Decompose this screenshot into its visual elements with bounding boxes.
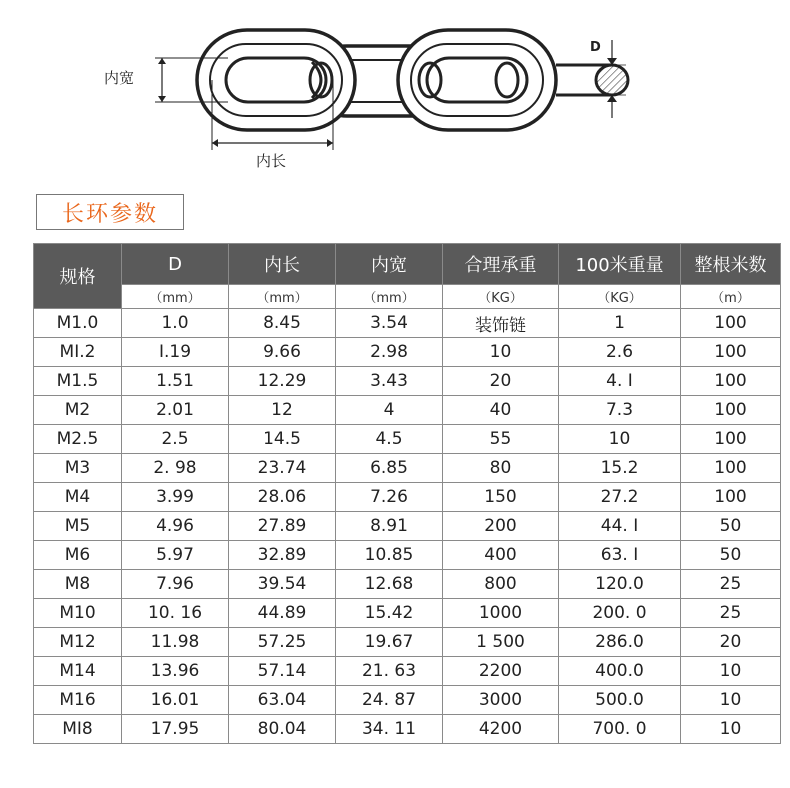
cell-load: 200 [443, 512, 559, 541]
table-row [34, 338, 781, 367]
header-model: 规格 [34, 244, 122, 309]
table-row [34, 512, 781, 541]
cell-d: 13.96 [122, 657, 229, 686]
chain-illustration [0, 0, 790, 190]
cell-weight: 63. I [559, 541, 681, 570]
cell-inner-width: 10.85 [336, 541, 443, 570]
cell-length: 25 [681, 599, 781, 628]
cell-model: M14 [34, 657, 122, 686]
cell-model: M10 [34, 599, 122, 628]
unit-inner-length: （mm） [229, 285, 336, 309]
cell-load: 40 [443, 396, 559, 425]
cell-model: M12 [34, 628, 122, 657]
cell-weight: 27.2 [559, 483, 681, 512]
cell-weight: 400.0 [559, 657, 681, 686]
cell-weight: 4. I [559, 367, 681, 396]
cell-inner-width: 34. 11 [336, 715, 443, 744]
table-row [34, 657, 781, 686]
end-bar [556, 65, 628, 95]
cell-d: I.19 [122, 338, 229, 367]
header-weight: 100米重量 [559, 244, 681, 285]
cell-length: 100 [681, 425, 781, 454]
cell-load: 400 [443, 541, 559, 570]
cell-load: 3000 [443, 686, 559, 715]
unit-row [34, 285, 781, 309]
cell-weight: 500.0 [559, 686, 681, 715]
cell-length: 20 [681, 628, 781, 657]
cell-inner-length: 63.04 [229, 686, 336, 715]
cell-length: 25 [681, 570, 781, 599]
unit-load: （KG） [443, 285, 559, 309]
cell-inner-width: 3.54 [336, 309, 443, 338]
cell-length: 100 [681, 309, 781, 338]
chain-diagram [0, 0, 790, 190]
unit-d: （mm） [122, 285, 229, 309]
cell-model: MI8 [34, 715, 122, 744]
cell-inner-length: 9.66 [229, 338, 336, 367]
cell-load: 20 [443, 367, 559, 396]
cell-inner-length: 12 [229, 396, 336, 425]
header-length: 整根米数 [681, 244, 781, 285]
cell-inner-length: 32.89 [229, 541, 336, 570]
cell-model: M8 [34, 570, 122, 599]
cell-weight: 120.0 [559, 570, 681, 599]
cell-model: MI.2 [34, 338, 122, 367]
cell-load: 2200 [443, 657, 559, 686]
cell-inner-length: 39.54 [229, 570, 336, 599]
cell-inner-width: 21. 63 [336, 657, 443, 686]
cell-inner-width: 24. 87 [336, 686, 443, 715]
table-row [34, 425, 781, 454]
cell-d: 16.01 [122, 686, 229, 715]
cell-inner-length: 12.29 [229, 367, 336, 396]
inner-width-label: 内宽 [104, 69, 135, 87]
cell-d: 17.95 [122, 715, 229, 744]
table-row [34, 367, 781, 396]
cell-weight: 200. 0 [559, 599, 681, 628]
cell-inner-length: 8.45 [229, 309, 336, 338]
cell-inner-length: 44.89 [229, 599, 336, 628]
cell-inner-length: 28.06 [229, 483, 336, 512]
header-inner-width: 内宽 [336, 244, 443, 285]
cell-inner-width: 8.91 [336, 512, 443, 541]
cell-inner-width: 3.43 [336, 367, 443, 396]
cell-length: 100 [681, 396, 781, 425]
cell-model: M2 [34, 396, 122, 425]
cell-load: 150 [443, 483, 559, 512]
cell-length: 10 [681, 686, 781, 715]
table-row [34, 483, 781, 512]
cell-d: 10. 16 [122, 599, 229, 628]
third-link [398, 30, 556, 130]
cell-inner-width: 7.26 [336, 483, 443, 512]
cell-load: 55 [443, 425, 559, 454]
d-label: D [590, 40, 601, 55]
cell-d: 3.99 [122, 483, 229, 512]
cell-model: M2.5 [34, 425, 122, 454]
section-title: 长环参数 [61, 201, 158, 227]
cell-inner-width: 4.5 [336, 425, 443, 454]
cell-d: 1.0 [122, 309, 229, 338]
cell-load: 10 [443, 338, 559, 367]
cell-inner-length: 27.89 [229, 512, 336, 541]
cell-length: 100 [681, 338, 781, 367]
cell-model: M5 [34, 512, 122, 541]
table-row [34, 396, 781, 425]
first-link [197, 30, 355, 130]
cell-inner-width: 6.85 [336, 454, 443, 483]
cell-length: 100 [681, 454, 781, 483]
cell-weight: 2.6 [559, 338, 681, 367]
cell-inner-width: 4 [336, 396, 443, 425]
cell-length: 10 [681, 715, 781, 744]
table-body [34, 309, 781, 744]
cell-model: M1.0 [34, 309, 122, 338]
header-d: D [122, 244, 229, 285]
table-row [34, 715, 781, 744]
unit-length: （m） [681, 285, 781, 309]
cell-weight: 15.2 [559, 454, 681, 483]
cell-weight: 44. I [559, 512, 681, 541]
cell-load: 800 [443, 570, 559, 599]
cell-length: 100 [681, 483, 781, 512]
cell-d: 2. 98 [122, 454, 229, 483]
cell-inner-width: 19.67 [336, 628, 443, 657]
cell-model: M6 [34, 541, 122, 570]
cell-load: 4200 [443, 715, 559, 744]
unit-weight: （KG） [559, 285, 681, 309]
cell-weight: 286.0 [559, 628, 681, 657]
cell-d: 2.01 [122, 396, 229, 425]
cell-inner-width: 12.68 [336, 570, 443, 599]
table-row [34, 686, 781, 715]
table-row [34, 454, 781, 483]
cell-inner-width: 15.42 [336, 599, 443, 628]
cell-model: M4 [34, 483, 122, 512]
cell-d: 4.96 [122, 512, 229, 541]
cell-weight: 10 [559, 425, 681, 454]
table-row [34, 570, 781, 599]
cell-inner-length: 57.14 [229, 657, 336, 686]
cell-d: 11.98 [122, 628, 229, 657]
table-row [34, 628, 781, 657]
header-inner-length: 内长 [229, 244, 336, 285]
cell-load: 装饰链 [443, 309, 559, 338]
spec-table [33, 243, 781, 744]
cell-weight: 7.3 [559, 396, 681, 425]
header-row [34, 244, 781, 285]
unit-inner-width: （mm） [336, 285, 443, 309]
cell-inner-length: 14.5 [229, 425, 336, 454]
cell-d: 1.51 [122, 367, 229, 396]
cell-model: M1.5 [34, 367, 122, 396]
cell-load: 1 500 [443, 628, 559, 657]
cell-length: 10 [681, 657, 781, 686]
cell-inner-length: 23.74 [229, 454, 336, 483]
table-row [34, 599, 781, 628]
cell-weight: 1 [559, 309, 681, 338]
table-row [34, 541, 781, 570]
cell-weight: 700. 0 [559, 715, 681, 744]
cell-d: 5.97 [122, 541, 229, 570]
cell-inner-width: 2.98 [336, 338, 443, 367]
section-title-box [36, 194, 184, 230]
inner-length-label: 内长 [256, 152, 287, 170]
cell-load: 1000 [443, 599, 559, 628]
cell-length: 50 [681, 512, 781, 541]
cell-length: 100 [681, 367, 781, 396]
cell-load: 80 [443, 454, 559, 483]
header-load: 合理承重 [443, 244, 559, 285]
cell-length: 50 [681, 541, 781, 570]
cell-inner-length: 80.04 [229, 715, 336, 744]
cell-d: 2.5 [122, 425, 229, 454]
cell-inner-length: 57.25 [229, 628, 336, 657]
table-row [34, 309, 781, 338]
cell-d: 7.96 [122, 570, 229, 599]
cell-model: M3 [34, 454, 122, 483]
cell-model: M16 [34, 686, 122, 715]
